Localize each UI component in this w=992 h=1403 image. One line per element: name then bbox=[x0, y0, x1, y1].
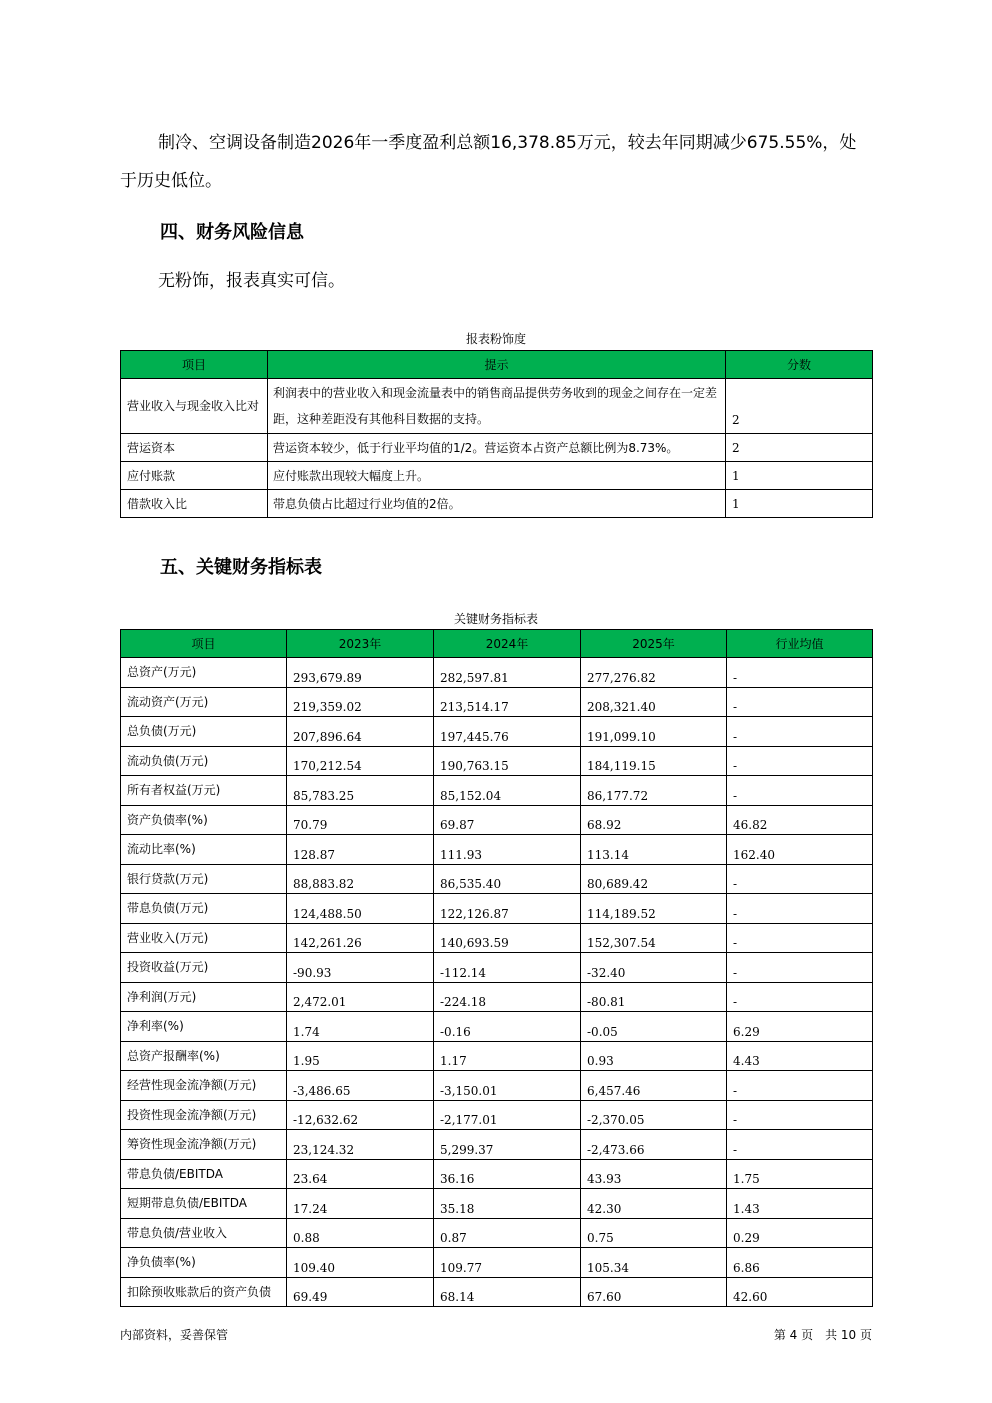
cell-2024: 140,693.59 bbox=[434, 923, 581, 953]
header-item: 项目 bbox=[121, 630, 287, 658]
table-row bbox=[121, 1071, 873, 1101]
cell-industry-avg: 6.29 bbox=[727, 1012, 873, 1042]
table-row bbox=[121, 490, 873, 518]
cell-item: 营运资本 bbox=[121, 434, 268, 462]
table-row bbox=[121, 835, 873, 865]
cell-item: 总资产报酬率(%) bbox=[121, 1041, 287, 1071]
cell-2024: -0.16 bbox=[434, 1012, 581, 1042]
cell-item: 流动比率(%) bbox=[121, 835, 287, 865]
cell-item: 带息负债(万元) bbox=[121, 894, 287, 924]
cell-item: 短期带息负债/EBITDA bbox=[121, 1189, 287, 1219]
cell-item: 总资产(万元) bbox=[121, 658, 287, 688]
cell-2024: -112.14 bbox=[434, 953, 581, 983]
cell-industry-avg: 0.29 bbox=[727, 1218, 873, 1248]
cell-2025: 208,321.40 bbox=[581, 687, 727, 717]
table-row bbox=[121, 1277, 873, 1307]
cell-2024: 197,445.76 bbox=[434, 717, 581, 747]
cell-item: 净利润(万元) bbox=[121, 982, 287, 1012]
cell-industry-avg: - bbox=[727, 746, 873, 776]
cell-hint: 应付账款出现较大幅度上升。 bbox=[268, 462, 726, 490]
cell-item: 流动负债(万元) bbox=[121, 746, 287, 776]
cell-industry-avg: 1.43 bbox=[727, 1189, 873, 1219]
cell-2023: -12,632.62 bbox=[287, 1100, 434, 1130]
cell-2024: 5,299.37 bbox=[434, 1130, 581, 1160]
table-row bbox=[121, 805, 873, 835]
cell-2025: -32.40 bbox=[581, 953, 727, 983]
table-row bbox=[121, 462, 873, 490]
cell-hint: 带息负债占比超过行业均值的2倍。 bbox=[268, 490, 726, 518]
cell-2025: 114,189.52 bbox=[581, 894, 727, 924]
cell-2025: 113.14 bbox=[581, 835, 727, 865]
cell-hint: 利润表中的营业收入和现金流量表中的销售商品提供劳务收到的现金之间存在一定差距，这种差距没有其他科目数据的支持。 bbox=[268, 379, 726, 434]
table-row bbox=[121, 1130, 873, 1160]
cell-industry-avg: 4.43 bbox=[727, 1041, 873, 1071]
cell-item: 经营性现金流净额(万元) bbox=[121, 1071, 287, 1101]
cell-industry-avg: - bbox=[727, 1100, 873, 1130]
intro-paragraph: 制冷、空调设备制造2026年一季度盈利总额16,378.85万元，较去年同期减少675.55%，处于历史低位。 bbox=[120, 133, 857, 191]
cell-item: 流动资产(万元) bbox=[121, 687, 287, 717]
cell-2023: 23.64 bbox=[287, 1159, 434, 1189]
cell-2024: 68.14 bbox=[434, 1277, 581, 1307]
cell-2023: 170,212.54 bbox=[287, 746, 434, 776]
cell-2025: 0.75 bbox=[581, 1218, 727, 1248]
cell-industry-avg: 1.75 bbox=[727, 1159, 873, 1189]
cell-2023: 1.95 bbox=[287, 1041, 434, 1071]
table-row bbox=[121, 894, 873, 924]
header-hint: 提示 bbox=[268, 351, 726, 379]
cell-2023: 23,124.32 bbox=[287, 1130, 434, 1160]
section-4-text: 无粉饰，报表真实可信。 bbox=[158, 271, 345, 291]
cell-2025: 191,099.10 bbox=[581, 717, 727, 747]
cell-2023: 70.79 bbox=[287, 805, 434, 835]
cell-2023: 2,472.01 bbox=[287, 982, 434, 1012]
cell-2024: 85,152.04 bbox=[434, 776, 581, 806]
cell-score: 2 bbox=[726, 434, 873, 462]
cell-item: 营业收入与现金收入比对 bbox=[121, 379, 268, 434]
cell-2025: 277,276.82 bbox=[581, 658, 727, 688]
cell-item: 营业收入(万元) bbox=[121, 923, 287, 953]
header-2024: 2024年 bbox=[434, 630, 581, 658]
header-2023: 2023年 bbox=[287, 630, 434, 658]
table-row bbox=[121, 1041, 873, 1071]
cell-item: 投资收益(万元) bbox=[121, 953, 287, 983]
cell-2024: 213,514.17 bbox=[434, 687, 581, 717]
table-row bbox=[121, 746, 873, 776]
cell-2023: 1.74 bbox=[287, 1012, 434, 1042]
table-row bbox=[121, 1159, 873, 1189]
cell-2023: 293,679.89 bbox=[287, 658, 434, 688]
risk-table-header bbox=[121, 351, 873, 379]
table-row bbox=[121, 1189, 873, 1219]
cell-industry-avg: - bbox=[727, 953, 873, 983]
table-row bbox=[121, 1248, 873, 1278]
cell-2025: 68.92 bbox=[581, 805, 727, 835]
cell-2023: 69.49 bbox=[287, 1277, 434, 1307]
cell-industry-avg: - bbox=[727, 982, 873, 1012]
cell-2025: 42.30 bbox=[581, 1189, 727, 1219]
cell-industry-avg: 6.86 bbox=[727, 1248, 873, 1278]
indicator-table-header bbox=[121, 630, 873, 658]
cell-2024: 122,126.87 bbox=[434, 894, 581, 924]
cell-2023: 17.24 bbox=[287, 1189, 434, 1219]
indicator-table bbox=[120, 629, 873, 1307]
cell-2024: -3,150.01 bbox=[434, 1071, 581, 1101]
cell-2023: -3,486.65 bbox=[287, 1071, 434, 1101]
cell-item: 资产负债率(%) bbox=[121, 805, 287, 835]
cell-2024: 190,763.15 bbox=[434, 746, 581, 776]
cell-2025: 0.93 bbox=[581, 1041, 727, 1071]
cell-item: 扣除预收账款后的资产负债 bbox=[121, 1277, 287, 1307]
footer-note: 内部资料，妥善保管 bbox=[120, 1328, 229, 1342]
header-2025: 2025年 bbox=[581, 630, 727, 658]
cell-item: 应付账款 bbox=[121, 462, 268, 490]
cell-item: 所有者权益(万元) bbox=[121, 776, 287, 806]
page-number: 第 4 页 共 10 页 bbox=[773, 1328, 872, 1342]
cell-industry-avg: - bbox=[727, 687, 873, 717]
cell-2025: 86,177.72 bbox=[581, 776, 727, 806]
cell-2023: 88,883.82 bbox=[287, 864, 434, 894]
cell-2024: -2,177.01 bbox=[434, 1100, 581, 1130]
table-row bbox=[121, 379, 873, 434]
cell-industry-avg: - bbox=[727, 717, 873, 747]
cell-2025: 184,119.15 bbox=[581, 746, 727, 776]
cell-2025: 105.34 bbox=[581, 1248, 727, 1278]
cell-2024: 111.93 bbox=[434, 835, 581, 865]
header-industry-avg: 行业均值 bbox=[727, 630, 873, 658]
cell-industry-avg: - bbox=[727, 1071, 873, 1101]
cell-industry-avg: 42.60 bbox=[727, 1277, 873, 1307]
cell-2025: -80.81 bbox=[581, 982, 727, 1012]
cell-industry-avg: 162.40 bbox=[727, 835, 873, 865]
table-row bbox=[121, 953, 873, 983]
header-item: 项目 bbox=[121, 351, 268, 379]
cell-2024: 86,535.40 bbox=[434, 864, 581, 894]
cell-industry-avg: - bbox=[727, 864, 873, 894]
table-row bbox=[121, 717, 873, 747]
cell-2025: -2,370.05 bbox=[581, 1100, 727, 1130]
cell-2024: 1.17 bbox=[434, 1041, 581, 1071]
cell-industry-avg: - bbox=[727, 894, 873, 924]
cell-score: 2 bbox=[726, 379, 873, 434]
section-5-title: 五、关键财务指标表 bbox=[160, 557, 322, 578]
table-row bbox=[121, 1218, 873, 1248]
cell-2025: 67.60 bbox=[581, 1277, 727, 1307]
cell-industry-avg: - bbox=[727, 923, 873, 953]
cell-2023: 142,261.26 bbox=[287, 923, 434, 953]
cell-2023: 85,783.25 bbox=[287, 776, 434, 806]
cell-2025: -0.05 bbox=[581, 1012, 727, 1042]
cell-2024: 109.77 bbox=[434, 1248, 581, 1278]
table-row bbox=[121, 864, 873, 894]
cell-2023: 128.87 bbox=[287, 835, 434, 865]
cell-item: 筹资性现金流净额(万元) bbox=[121, 1130, 287, 1160]
cell-item: 借款收入比 bbox=[121, 490, 268, 518]
table-row bbox=[121, 434, 873, 462]
cell-item: 投资性现金流净额(万元) bbox=[121, 1100, 287, 1130]
table-row bbox=[121, 1012, 873, 1042]
header-score: 分数 bbox=[726, 351, 873, 379]
cell-2023: 219,359.02 bbox=[287, 687, 434, 717]
cell-industry-avg: 46.82 bbox=[727, 805, 873, 835]
cell-2025: -2,473.66 bbox=[581, 1130, 727, 1160]
cell-2023: -90.93 bbox=[287, 953, 434, 983]
cell-2023: 207,896.64 bbox=[287, 717, 434, 747]
cell-2024: 69.87 bbox=[434, 805, 581, 835]
risk-table-caption: 报表粉饰度 bbox=[465, 332, 526, 346]
cell-item: 总负债(万元) bbox=[121, 717, 287, 747]
cell-2024: 35.18 bbox=[434, 1189, 581, 1219]
cell-2025: 43.93 bbox=[581, 1159, 727, 1189]
cell-industry-avg: - bbox=[727, 776, 873, 806]
table-row bbox=[121, 776, 873, 806]
indicator-table-caption: 关键财务指标表 bbox=[453, 612, 538, 626]
table-row bbox=[121, 687, 873, 717]
cell-item: 带息负债/EBITDA bbox=[121, 1159, 287, 1189]
cell-2024: 282,597.81 bbox=[434, 658, 581, 688]
cell-2025: 152,307.54 bbox=[581, 923, 727, 953]
section-4-title: 四、财务风险信息 bbox=[160, 222, 304, 243]
table-row bbox=[121, 658, 873, 688]
cell-2023: 124,488.50 bbox=[287, 894, 434, 924]
risk-table bbox=[120, 350, 873, 518]
cell-item: 净负债率(%) bbox=[121, 1248, 287, 1278]
cell-2023: 0.88 bbox=[287, 1218, 434, 1248]
cell-item: 净利率(%) bbox=[121, 1012, 287, 1042]
cell-item: 带息负债/营业收入 bbox=[121, 1218, 287, 1248]
table-row bbox=[121, 923, 873, 953]
cell-2024: 0.87 bbox=[434, 1218, 581, 1248]
cell-industry-avg: - bbox=[727, 658, 873, 688]
cell-item: 银行贷款(万元) bbox=[121, 864, 287, 894]
cell-score: 1 bbox=[726, 490, 873, 518]
cell-hint: 营运资本较少，低于行业平均值的1/2。营运资本占资产总额比例为8.73%。 bbox=[268, 434, 726, 462]
table-row bbox=[121, 1100, 873, 1130]
cell-score: 1 bbox=[726, 462, 873, 490]
cell-2025: 80,689.42 bbox=[581, 864, 727, 894]
cell-industry-avg: - bbox=[727, 1130, 873, 1160]
cell-2023: 109.40 bbox=[287, 1248, 434, 1278]
cell-2024: -224.18 bbox=[434, 982, 581, 1012]
cell-2024: 36.16 bbox=[434, 1159, 581, 1189]
cell-2025: 6,457.46 bbox=[581, 1071, 727, 1101]
table-row bbox=[121, 982, 873, 1012]
